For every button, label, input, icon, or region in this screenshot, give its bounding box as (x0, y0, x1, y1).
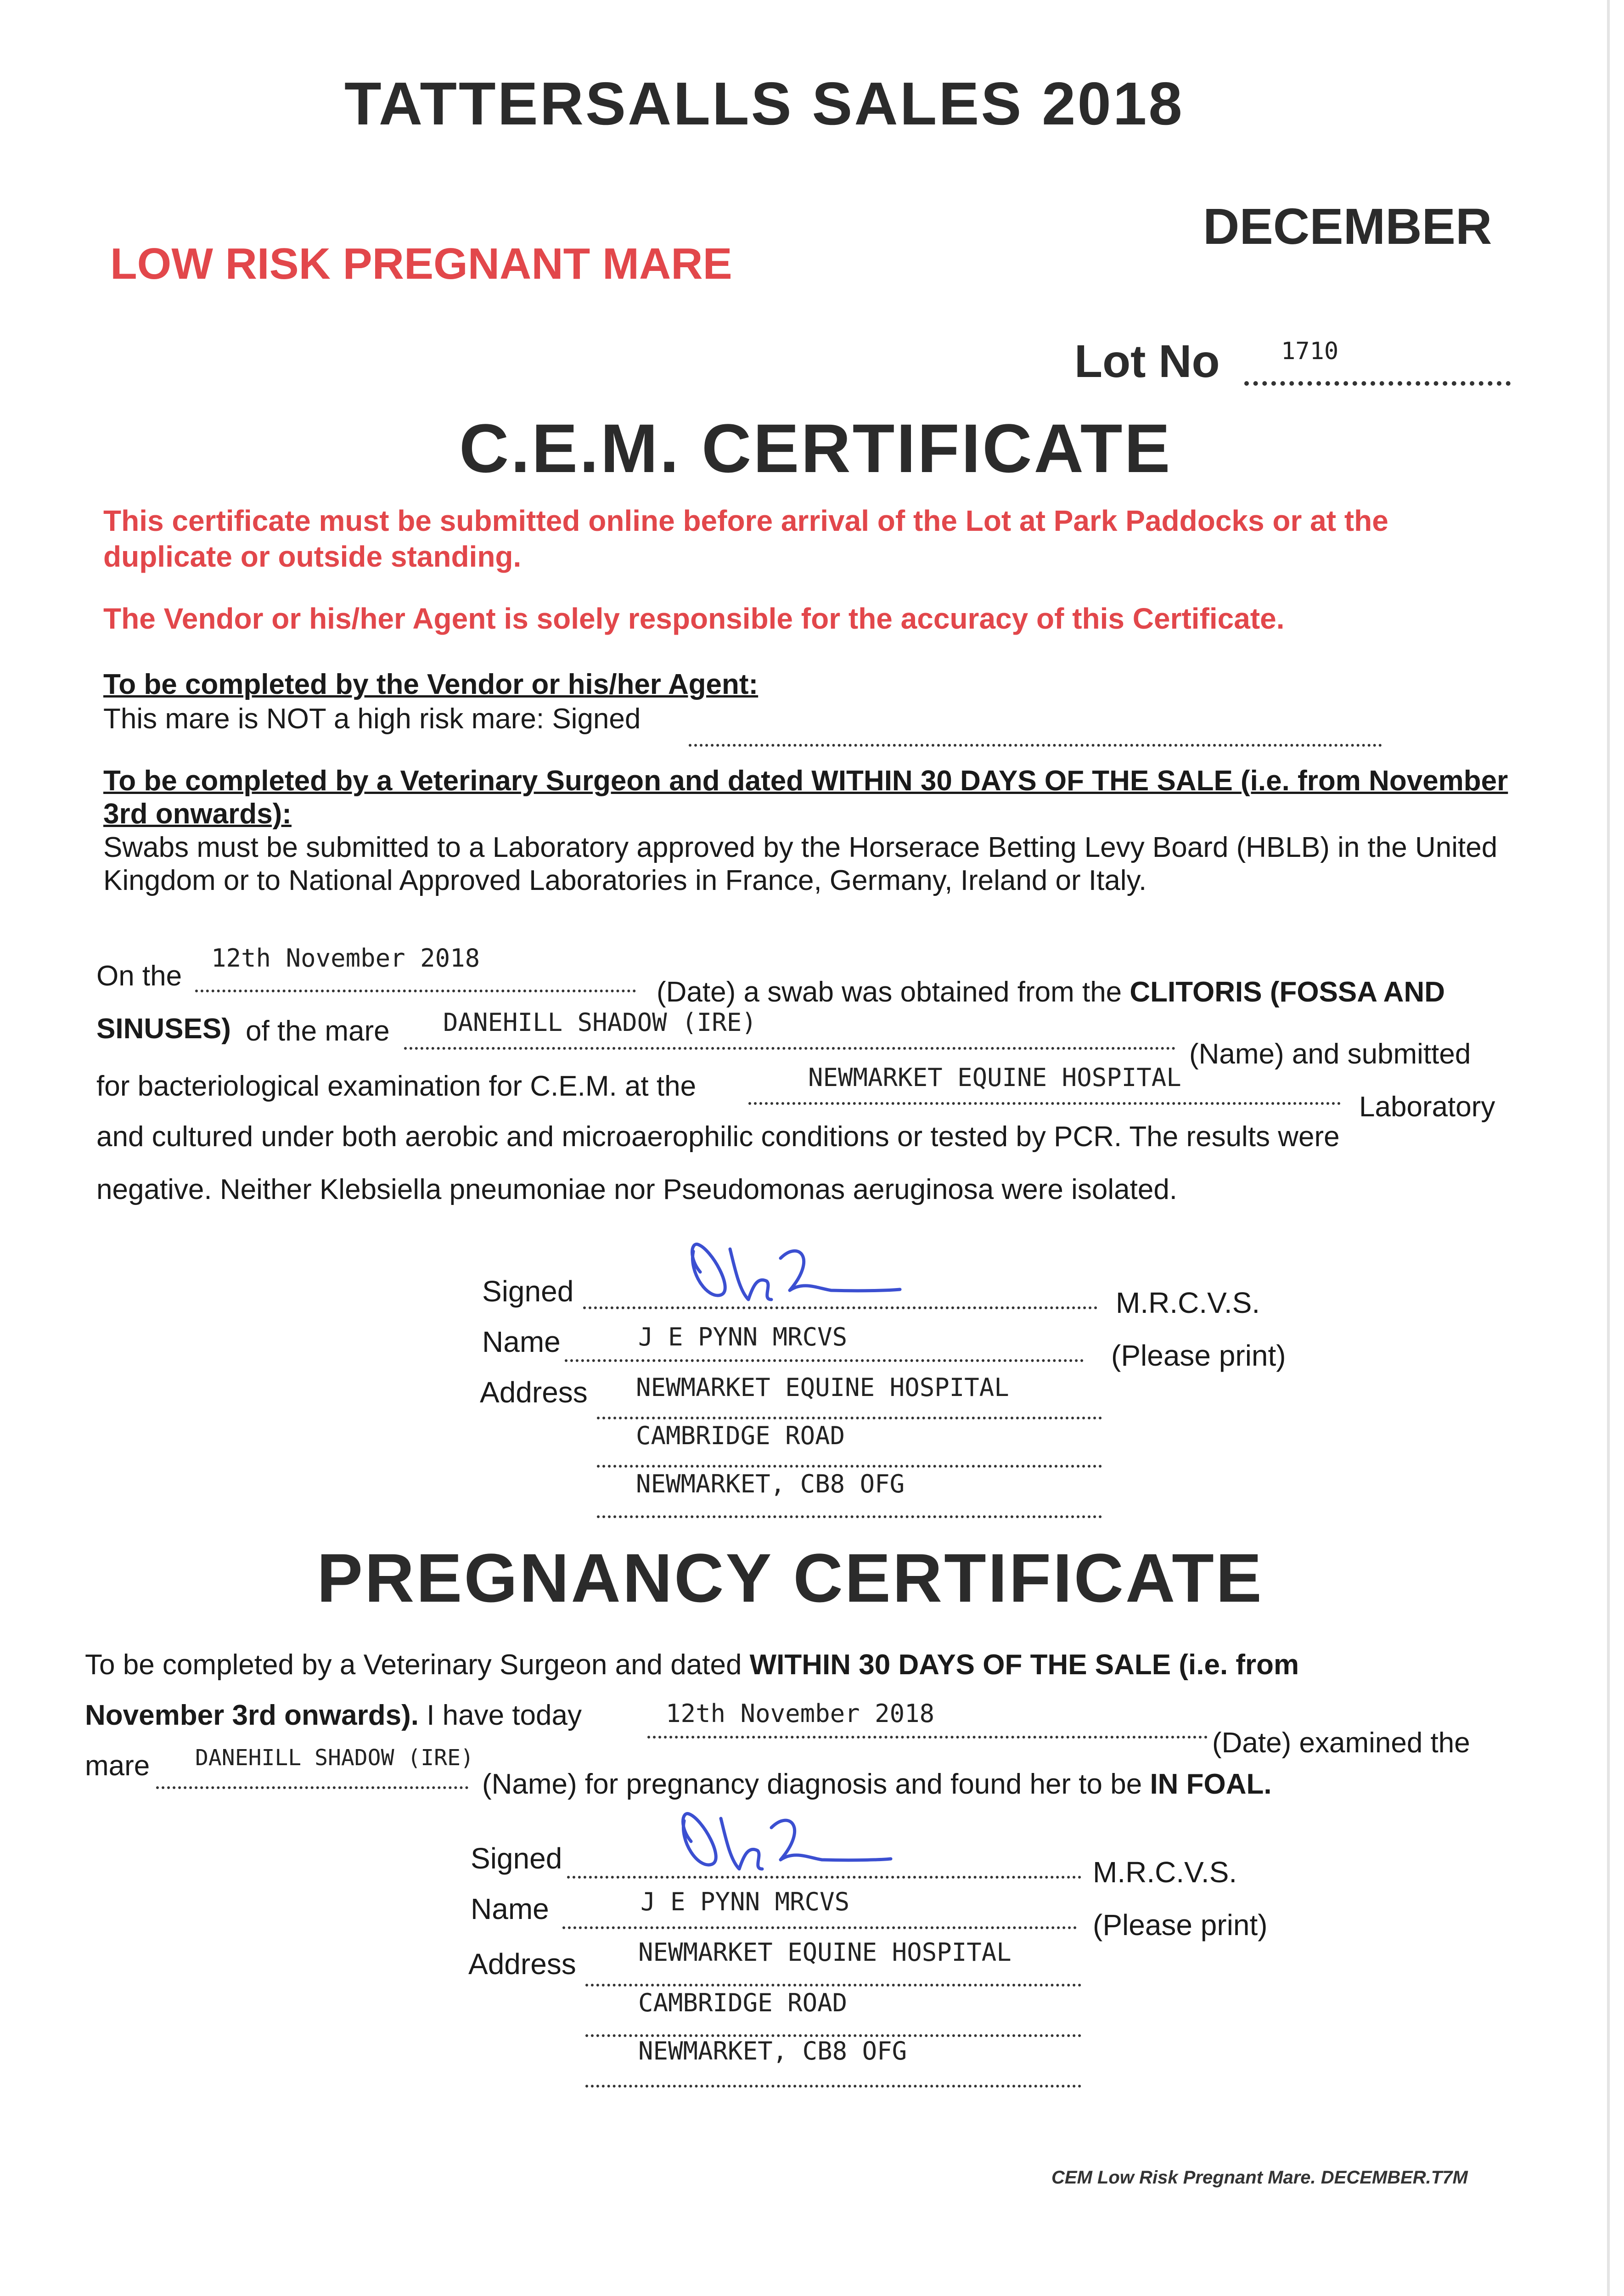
cem-warning-1: This certificate must be submitted online before arrival of the Lot at Park Paddocks or at the duplicate or outside standing. (103, 504, 1388, 573)
lot-dotted-line (1244, 381, 1511, 386)
vet-heading: To be completed by a Veterinary Surgeon and dated WITHIN 30 DAYS OF THE SALE (i.e. from November 3rd onwards): (103, 765, 1508, 830)
lot-label: Lot No (1074, 336, 1220, 387)
lab-line (748, 1102, 1341, 1105)
of-the-mare-label: of the mare (246, 1015, 390, 1047)
cem-address-3: NEWMARKET, CB8 OFG (636, 1469, 905, 1498)
preg-mrcvs: M.R.C.V.S. (1093, 1856, 1237, 1889)
cem-address-label: Address (480, 1376, 588, 1409)
preg-address-label: Address (468, 1947, 576, 1981)
vet-note: Swabs must be submitted to a Laboratory approved by the Horserace Betting Levy Board (HBLB) in the United Kingdom or to National Approved Laboratories in France, Germany, Ireland or Italy. (103, 832, 1498, 896)
preg-address-line-3 (585, 2085, 1081, 2088)
scan-edge (1607, 0, 1610, 2296)
preg-date-line (647, 1736, 1208, 1739)
sale-month: DECEMBER (1203, 198, 1492, 255)
pregnancy-heading: PREGNANCY CERTIFICATE (317, 1539, 1264, 1616)
vendor-line: This mare is NOT a high risk mare: Signed (103, 703, 641, 735)
cem-mare-line (404, 1047, 1175, 1050)
preg-line-2: November 3rd onwards). I have today (85, 1699, 582, 1731)
preg-address-line-1 (585, 1984, 1081, 1986)
cem-address-2: CAMBRIDGE ROAD (636, 1421, 845, 1450)
cem-date-value: 12th November 2018 (211, 944, 480, 973)
cem-name-label: Name (482, 1325, 561, 1358)
on-the-label: On the (96, 960, 182, 992)
preg-please-print: (Please print) (1093, 1908, 1268, 1941)
category-label: LOW RISK PREGNANT MARE (110, 239, 732, 288)
cem-signed-label: Signed (482, 1275, 574, 1308)
cem-date-suffix: (Date) a swab was obtained from the CLITORIS (FOSSA AND (657, 976, 1445, 1008)
preg-vet-name: J E PYNN MRCVS (641, 1887, 850, 1916)
preg-date-value: 12th November 2018 (666, 1699, 935, 1728)
preg-name-line (562, 1926, 1077, 1929)
page-title: TATTERSALLS SALES 2018 (344, 70, 1184, 137)
form-reference: CEM Low Risk Pregnant Mare. DECEMBER.T7M (1051, 2167, 1468, 2188)
negative-line: negative. Neither Klebsiella pneumoniae nor Pseudomonas aeruginosa were isolated. (96, 1174, 1178, 1205)
preg-mare-name: DANEHILL SHADOW (IRE) (195, 1745, 474, 1771)
preg-signature (670, 1800, 909, 1883)
cem-address-line-2 (597, 1465, 1102, 1468)
preg-name-label: Name (471, 1892, 549, 1925)
lot-number: 1710 (1281, 338, 1339, 365)
preg-mare-line (156, 1786, 468, 1789)
preg-signed-label: Signed (471, 1842, 562, 1875)
cultured-line: and cultured under both aerobic and microaerophilic conditions or tested by PCR. The results were (96, 1121, 1340, 1153)
cem-address-line-1 (597, 1417, 1102, 1419)
cem-warning-2: The Vendor or his/her Agent is solely responsible for the accuracy of this Certificate. (103, 602, 1285, 635)
cem-date-line (195, 990, 636, 992)
preg-line-1: To be completed by a Veterinary Surgeon and dated WITHIN 30 DAYS OF THE SALE (i.e. from (85, 1649, 1299, 1681)
sinuses-label: SINUSES) (96, 1013, 231, 1045)
lab-value: NEWMARKET EQUINE HOSPITAL (808, 1063, 1181, 1092)
cem-address-line-3 (597, 1515, 1102, 1518)
cem-heading: C.E.M. CERTIFICATE (459, 410, 1172, 487)
preg-address-3: NEWMARKET, CB8 OFG (638, 2037, 907, 2065)
cem-address-1: NEWMARKET EQUINE HOSPITAL (636, 1373, 1009, 1402)
cem-name-line (565, 1359, 1084, 1362)
cem-vet-name: J E PYNN MRCVS (638, 1322, 848, 1351)
vendor-signature-line (689, 744, 1382, 747)
exam-prefix: for bacteriological examination for C.E.M. at the (96, 1070, 697, 1102)
preg-address-1: NEWMARKET EQUINE HOSPITAL (638, 1938, 1011, 1967)
cem-mare-name: DANEHILL SHADOW (IRE) (443, 1008, 757, 1037)
cem-name-suffix: (Name) and submitted (1189, 1038, 1471, 1070)
vendor-heading: To be completed by the Vendor or his/her Agent: (103, 669, 759, 700)
cem-please-print: (Please print) (1111, 1339, 1286, 1372)
cem-mrcvs: M.R.C.V.S. (1116, 1286, 1260, 1319)
preg-mare-label: mare (85, 1750, 150, 1782)
cem-signature (680, 1231, 918, 1313)
preg-diagnosis: (Name) for pregnancy diagnosis and found her to be IN FOAL. (482, 1768, 1272, 1800)
lab-suffix: Laboratory (1359, 1091, 1495, 1123)
preg-date-suffix: (Date) examined the (1212, 1727, 1470, 1759)
preg-address-2: CAMBRIDGE ROAD (638, 1988, 848, 2017)
